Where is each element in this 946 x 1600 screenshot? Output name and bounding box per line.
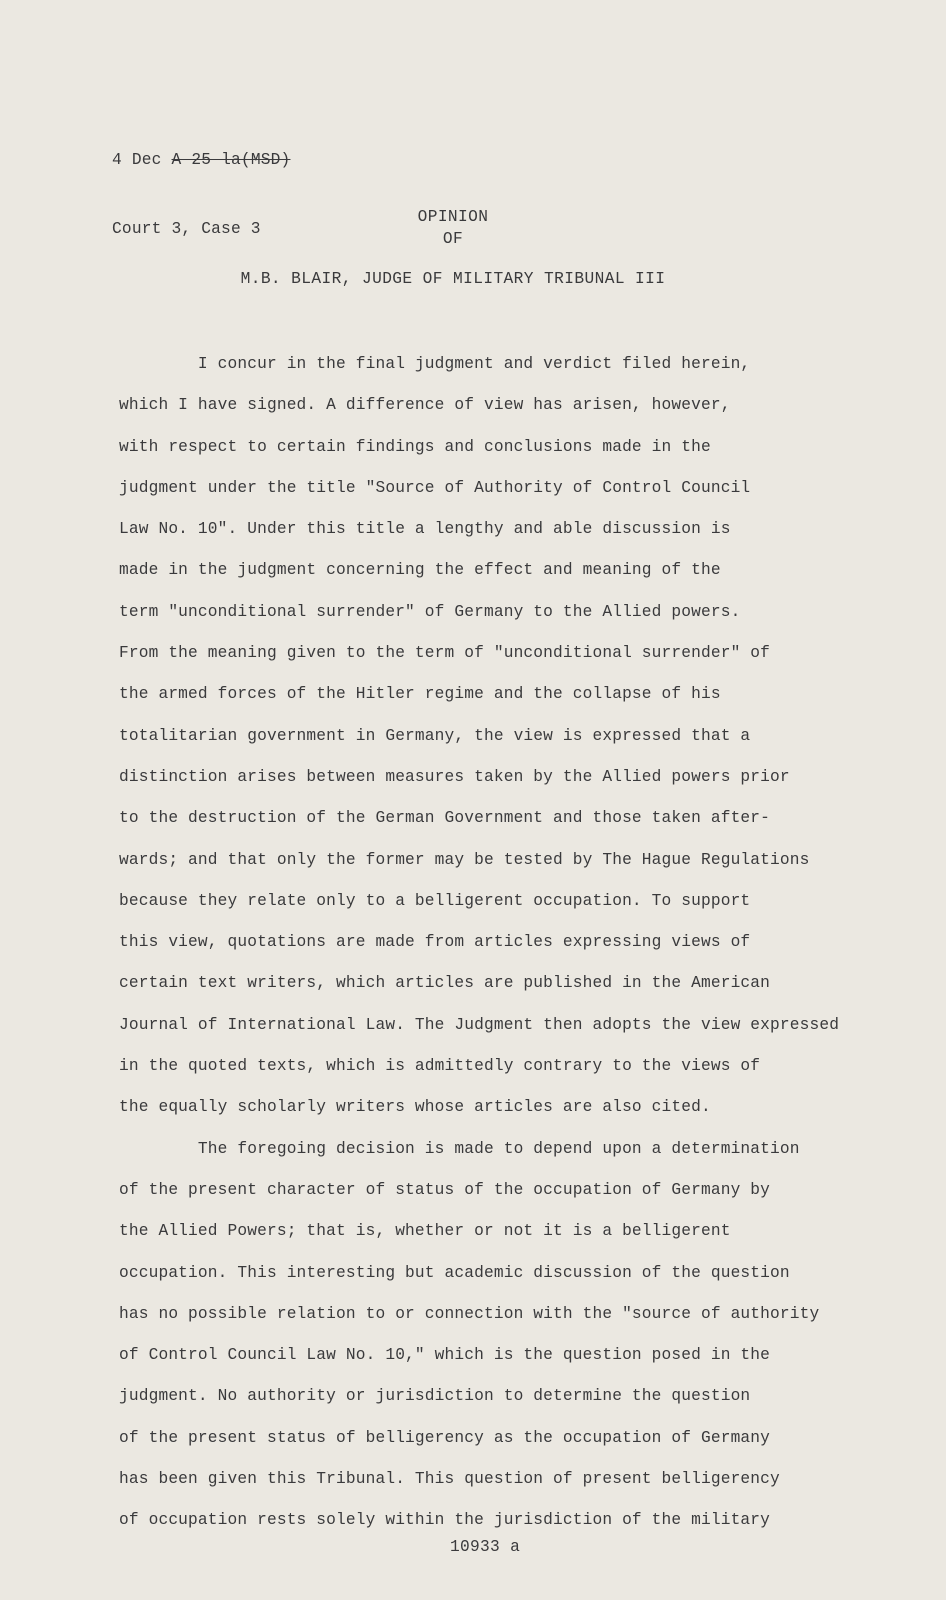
- body-line: distinction arises between measures taken by the Allied powers prior: [119, 767, 790, 786]
- body-line: Journal of International Law. The Judgment then adopts the view expressed: [119, 1015, 840, 1034]
- body-line: this view, quotations are made from articles expressing views of: [119, 933, 751, 952]
- body-line: of the present status of belligerency as the occupation of Germany: [119, 1428, 771, 1447]
- judge-title: M.B. BLAIR, JUDGE OF MILITARY TRIBUNAL III: [240, 270, 666, 288]
- body-line: the armed forces of the Hitler regime and the collapse of his: [119, 685, 721, 704]
- body-line: I concur in the final judgment and verdict filed herein,: [119, 355, 751, 373]
- body-line: has no possible relation to or connection with the "source of authority: [119, 1304, 820, 1323]
- body-line: Law No. 10". Under this title a lengthy and able discussion is: [119, 520, 731, 539]
- body-line: totalitarian government in Germany, the view is expressed that a: [119, 726, 751, 745]
- body-line: which I have signed. A difference of view has arisen, however,: [119, 396, 731, 415]
- reference-date: 4 Dec: [112, 151, 172, 169]
- body-line: in the quoted texts, which is admittedly contrary to the views of: [119, 1057, 761, 1076]
- body-line: the Allied Powers; that is, whether or not it is a belligerent: [119, 1222, 731, 1241]
- body-line: of the present character of status of the occupation of Germany by: [119, 1180, 771, 1199]
- opinion-of: OF: [442, 230, 464, 248]
- body-line: judgment under the title "Source of Authority of Control Council: [119, 478, 751, 497]
- body-line: wards; and that only the former may be tested by The Hague Regulations: [119, 850, 810, 869]
- body-line: term "unconditional surrender" of Germany to the Allied powers.: [119, 602, 741, 621]
- body-line: certain text writers, which articles are published in the American: [119, 974, 771, 993]
- body-line: of Control Council Law No. 10," which is the question posed in the: [119, 1346, 771, 1365]
- opinion-title: OPINION: [417, 208, 489, 226]
- body-line: because they relate only to a belligerent occupation. To support: [119, 891, 751, 910]
- body-line: of occupation rests solely within the jurisdiction of the military: [119, 1511, 771, 1530]
- page-number: 10933 a: [450, 1538, 521, 1556]
- reference-line-1: [112, 149, 290, 172]
- body-line: with respect to certain findings and conclusions made in the: [119, 437, 711, 456]
- body-line: judgment. No authority or jurisdiction to determine the question: [119, 1387, 751, 1406]
- body-line: to the destruction of the German Government and those taken after-: [119, 809, 771, 828]
- reference-header: [112, 103, 290, 287]
- body-line: From the meaning given to the term of "unconditional surrender" of: [119, 644, 771, 663]
- body-line: made in the judgment concerning the effect and meaning of the: [119, 561, 721, 580]
- body-line: has been given this Tribunal. This question of present belligerency: [119, 1470, 780, 1489]
- body-line: the equally scholarly writers whose articles are also cited.: [119, 1098, 711, 1117]
- body-line: occupation. This interesting but academic discussion of the question: [119, 1263, 790, 1282]
- reference-code: A 25 la(MSD): [171, 151, 291, 169]
- reference-line-2: Court 3, Case 3: [112, 220, 261, 238]
- body-line: The foregoing decision is made to depend upon a determination: [119, 1139, 800, 1158]
- opinion-body: [119, 353, 909, 1551]
